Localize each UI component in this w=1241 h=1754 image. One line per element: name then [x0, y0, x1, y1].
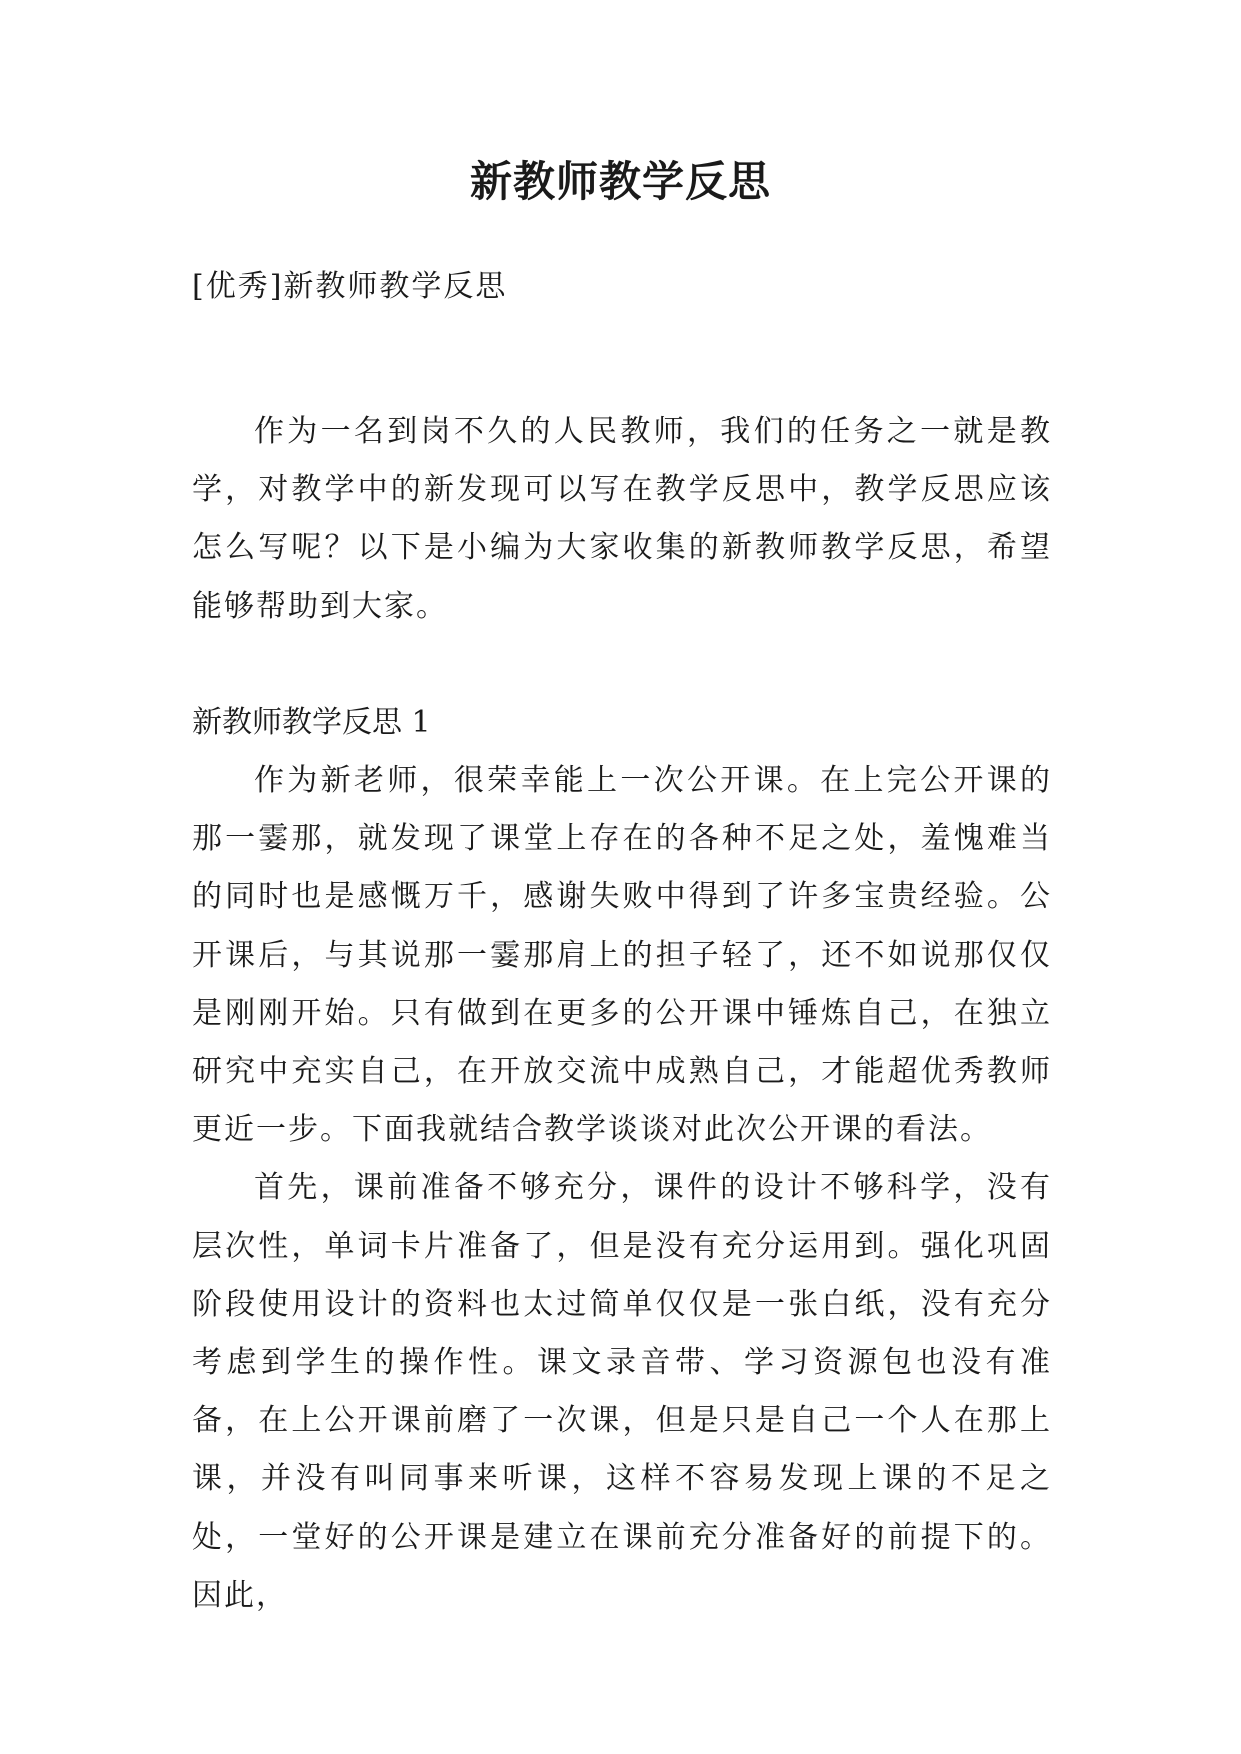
intro-paragraph: 作为一名到岗不久的人民教师，我们的任务之一就是教学，对教学中的新发现可以写在教学反思中，教学反思应该怎么写呢？以下是小编为大家收集的新教师教学反思，希望能够帮助到大家。: [192, 414, 1052, 624]
section-1: [192, 694, 1052, 1625]
body-paragraph: 首先，课前准备不够充分，课件的设计不够科学，没有层次性，单词卡片准备了，但是没有充分运用到。强化巩固阶段使用设计的资料也太过简单仅仅是一张白纸，没有充分考虑到学生的操作性。课文录音带、学习资源包也没有准备，在上公开课前磨了一次课，但是只是自己一个人在那上课，并没有叫同事来听课，这样不容易发现上课的不足之处，一堂好的公开课是建立在课前充分准备好的前提下的。因此，: [192, 1170, 1052, 1613]
document-subtitle: [优秀]新教师教学反思: [192, 269, 508, 304]
page-title: 新教师教学反思: [469, 157, 771, 206]
section-heading: 新教师教学反思 1: [192, 705, 431, 740]
body-paragraph: 作为新老师，很荣幸能上一次公开课。在上完公开课的那一霎那，就发现了课堂上存在的各种不足之处，羞愧难当的同时也是感慨万千，感谢失败中得到了许多宝贵经验。公开课后，与其说那一霎那肩上的担子轻了，还不如说那仅仅是刚刚开始。只有做到在更多的公开课中锤炼自己，在独立研究中充实自己，在开放交流中成熟自己，才能超优秀教师更近一步。下面我就结合教学谈谈对此次公开课的看法。: [192, 763, 1052, 1148]
